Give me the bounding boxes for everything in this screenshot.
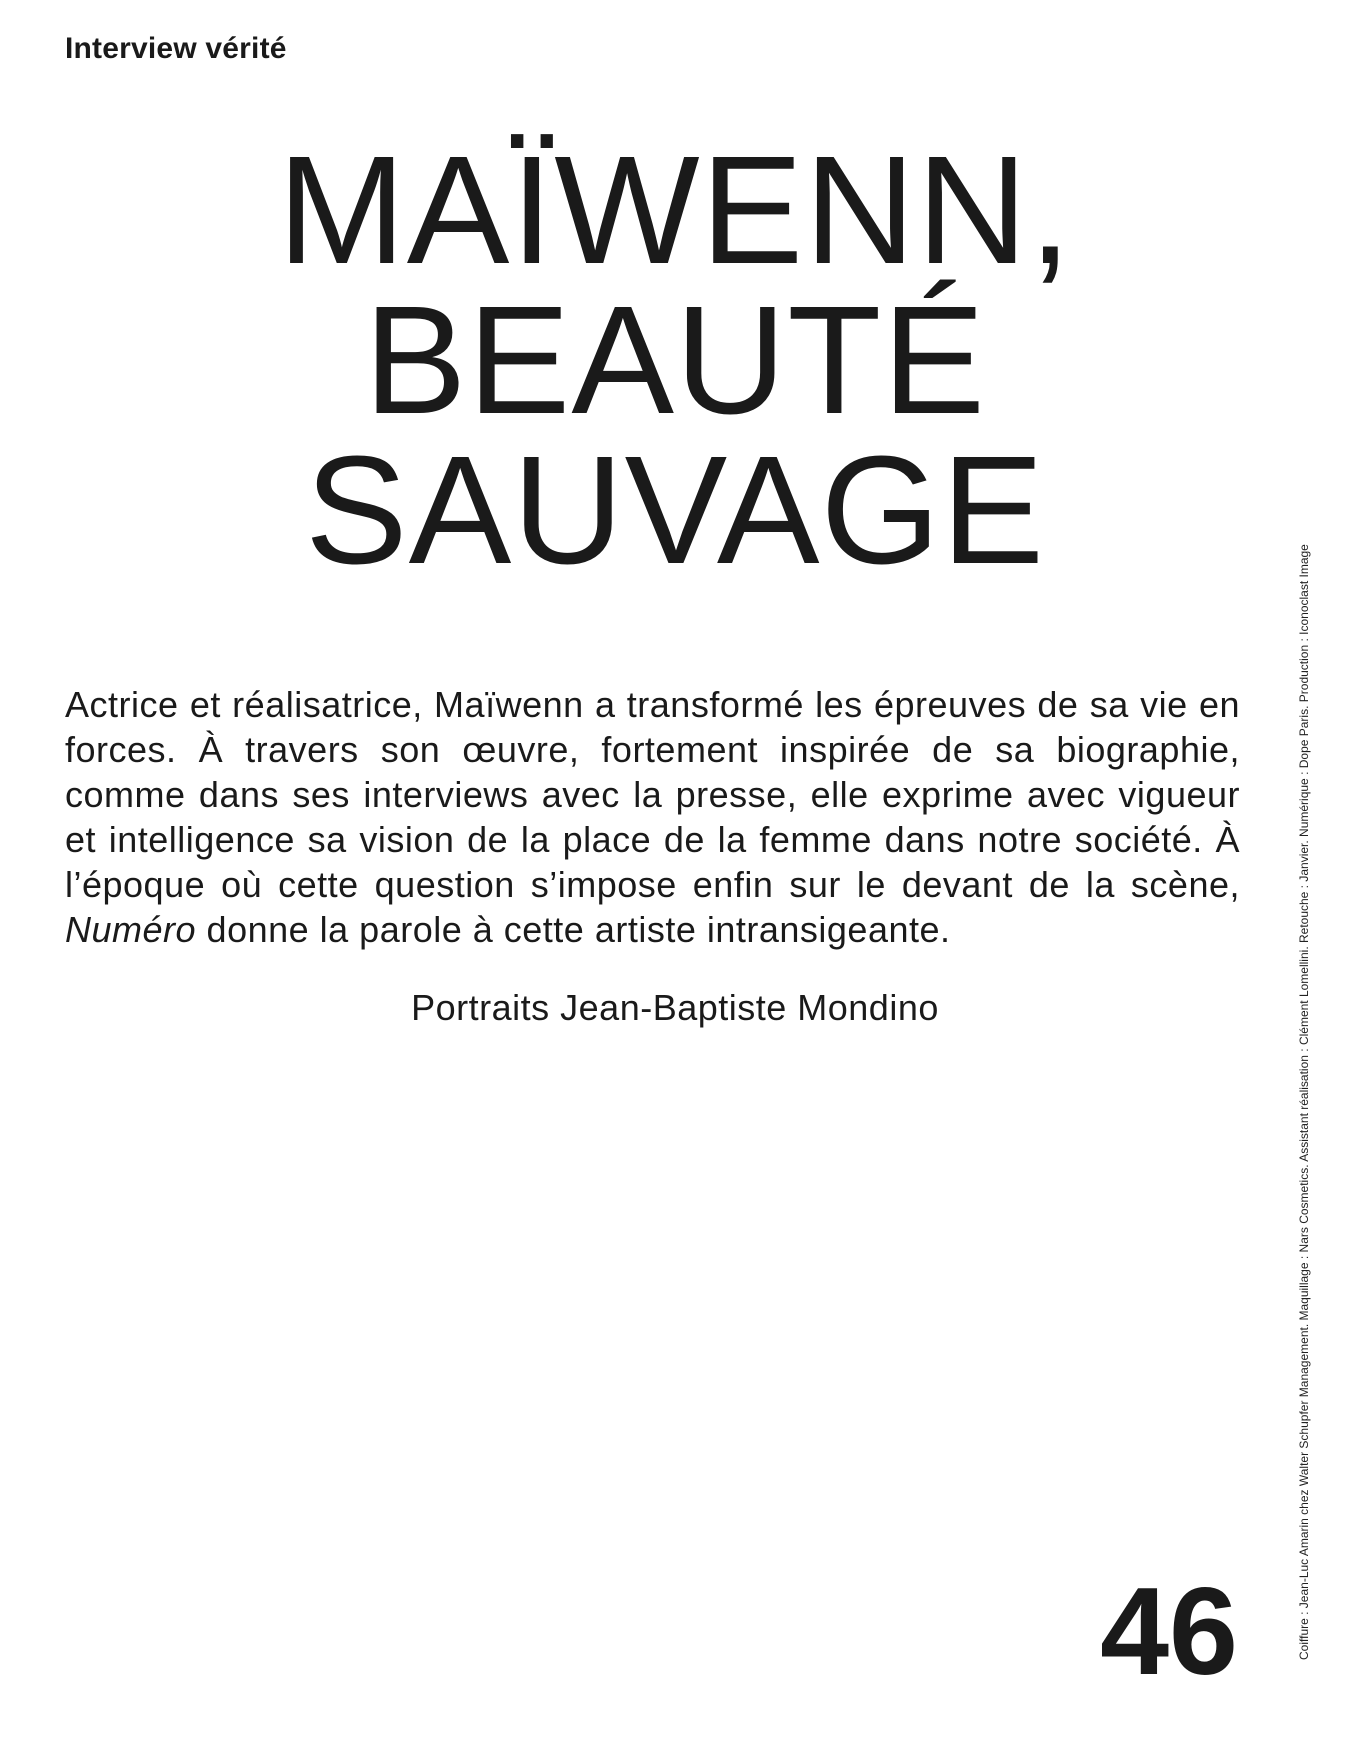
lede-text-part-2: donne la parole à cette artiste intransigeante. [196, 909, 951, 950]
article-headline [0, 124, 1350, 596]
photo-credit: Portraits Jean-Baptiste Mondino [411, 987, 939, 1028]
headline-line-2: BEAUTÉ [363, 274, 987, 446]
page-number: 46 [1100, 1563, 1238, 1701]
magazine-name: Numéro [65, 909, 197, 950]
article-lede [65, 682, 1240, 952]
lede-text-part-1: Actrice et réalisatrice, Maïwenn a transformé les épreuves de sa vie en forces. À travers son œuvre, fortement inspirée de sa biographie, comme dans ses interviews avec la presse, elle exprime avec vigueur et intelligence sa vision de la place de la femme dans notre société. À l’époque où cette question s’impose enfin sur le devant de la scène, [65, 684, 1240, 905]
section-label: Interview vérité [65, 32, 287, 65]
side-credits: Coiffure : Jean-Luc Amarin chez Walter Schupfer Management. Maquillage : Nars Cosmetics. Assistant réalisation : Clément Lomellini. Retouche : Janvier. Numérique : Dope Paris. Production : Iconoclast Image [1297, 544, 1311, 1660]
headline-line-1: MAÏWENN, [277, 124, 1073, 296]
headline-line-3: SAUVAGE [304, 424, 1046, 596]
